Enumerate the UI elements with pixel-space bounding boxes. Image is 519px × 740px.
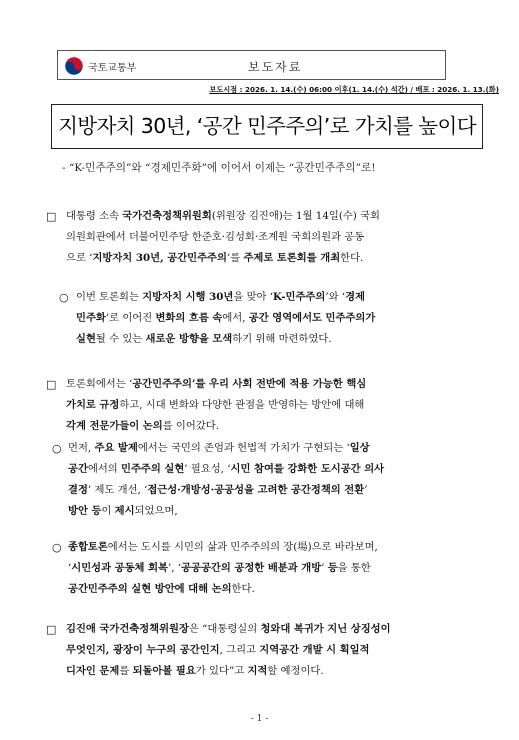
square-bullet: □ xyxy=(46,378,57,391)
taegeuk-logo-icon xyxy=(64,56,84,76)
paragraph-4 xyxy=(68,438,474,522)
p6-line-3: 디자인 문제를 되돌아볼 필요가 있다”고 지적할 예정이다. xyxy=(66,665,324,677)
p2-line-3: 실현될 수 있는 새로운 방향을 모색하기 위해 마련하였다. xyxy=(76,333,332,345)
p4-line-4: 방안 등이 제시되었으며, xyxy=(68,505,178,517)
paragraph-3 xyxy=(66,374,474,437)
square-bullet: □ xyxy=(46,210,57,223)
subtitle: - “K-민주주의”와 “경제민주화”에 이어서 이제는 “공간민주주의”로! xyxy=(62,162,376,174)
page-title: 지방자치 30년, ‘공간 민주주의’로 가치를 높이다 xyxy=(58,114,476,138)
paragraph-6 xyxy=(66,619,474,682)
ministry-logo xyxy=(64,55,136,77)
embargo-line: 보도시점 : 2026. 1. 14.(수) 06:00 이후(1. 14.(수) 석간) / 배포 : 2026. 1. 13.(화) xyxy=(209,85,499,94)
p6-line-1: 김진애 국가건축정책위원장은 “대통령실의 청와대 복귀가 지닌 상징성이 xyxy=(66,623,391,635)
p1-line-3: 으로 ‘지방자치 30년, 공간민주주의’를 주제로 토론회를 개최한다. xyxy=(66,252,364,264)
p6-line-2: 무엇인지, 광장이 누구의 공간인지, 그리고 지역공간 개발 시 획일적 xyxy=(66,644,370,656)
p2-line-2: 민주화’로 이어진 변화의 흐름 속에서, 공간 영역에서도 민주주의가 xyxy=(76,312,376,324)
page-number: - 1 - xyxy=(250,714,269,724)
header-box xyxy=(57,50,446,80)
p3-line-3: 각계 전문가들이 논의를 이어갔다. xyxy=(66,420,219,432)
paragraph-1 xyxy=(66,206,474,269)
paragraph-2 xyxy=(76,287,474,350)
p2-line-1: 이번 토론회는 지방자치 시행 30년을 맞아 ‘K-민주주의’와 ‘경제 xyxy=(76,291,365,303)
p3-line-2: 가치로 규정하고, 시대 변화와 다양한 관점을 반영하는 방안에 대해 xyxy=(66,399,365,411)
square-bullet: □ xyxy=(46,623,57,636)
p5-line-3: 공간민주주의 실현 방안에 대해 논의한다. xyxy=(68,583,255,595)
ministry-name: 국토교통부 xyxy=(88,62,137,74)
p4-line-2: 공간에서의 민주주의 실현’ 필요성, ‘시민 참여를 강화한 도시공간 의사 xyxy=(68,463,385,475)
circle-bullet: ○ xyxy=(52,442,62,455)
p1-line-2: 의원회관에서 더불어민주당 한준호·김성회·조계원 국회의원과 공동 xyxy=(66,231,365,243)
p4-line-3: 결정’ 제도 개선, ‘접근성·개방성·공공성을 고려한 공간정책의 전환’ xyxy=(68,484,368,496)
circle-bullet: ○ xyxy=(52,541,62,554)
p5-line-1: 종합토론에서는 도시를 시민의 삶과 민주주의의 장(場)으로 바라보며, xyxy=(68,541,378,553)
circle-bullet: ○ xyxy=(59,291,69,304)
p4-line-1: 먼저, 주요 발제에서는 국민의 존엄과 헌법적 가치가 구현되는 ‘일상 xyxy=(68,442,370,454)
p1-line-1: 대통령 소속 국가건축정책위원회(위원장 김진애)는 1월 14일(수) 국회 xyxy=(66,210,380,222)
p5-line-2: ‘시민성과 공동체 회복’, ‘공공공간의 공정한 배분과 개방’ 등을 통한 xyxy=(68,562,371,574)
doc-type-label: 보도자료 xyxy=(248,60,303,74)
title-box xyxy=(51,104,483,149)
p3-line-1: 토론회에서는 ‘공간민주주의’를 우리 사회 전반에 적용 가능한 핵심 xyxy=(66,378,367,390)
paragraph-5 xyxy=(68,537,474,600)
